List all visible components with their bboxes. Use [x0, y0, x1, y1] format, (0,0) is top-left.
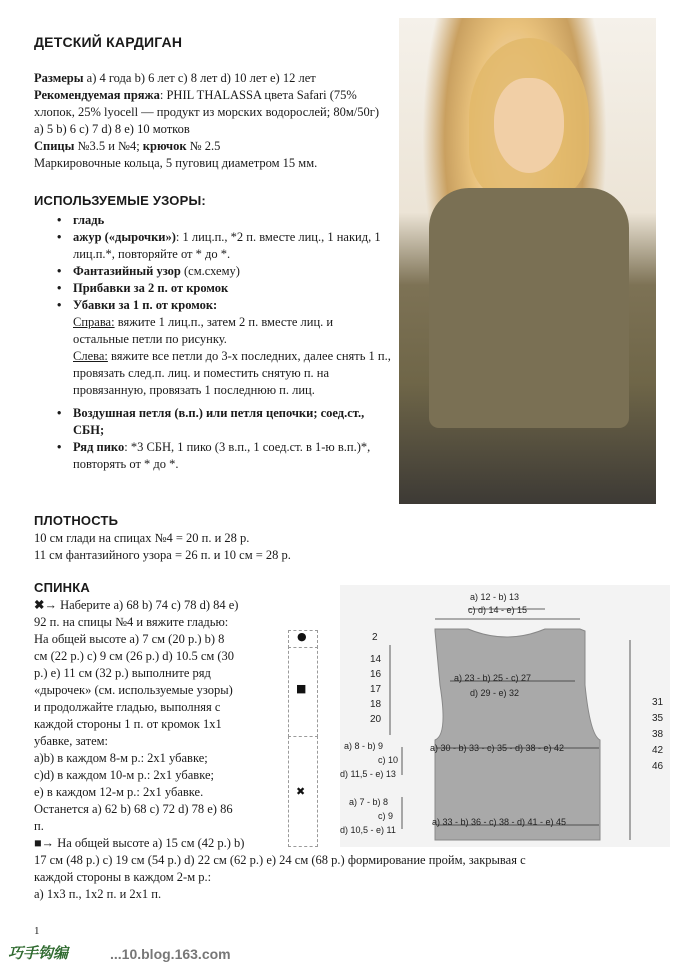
- cross-arrow-icon: ✖→: [34, 598, 57, 612]
- diagram-label-side2a: а) 7 - b) 8: [349, 797, 389, 807]
- diagram-label-left: 20: [370, 714, 382, 725]
- square-icon: ■: [296, 682, 307, 695]
- diagram-label-left-top: 2: [372, 632, 378, 643]
- diagram-label-width1: а) 30 - b) 33 - с) 35 - d) 38 - е) 42: [430, 743, 565, 753]
- diagram-label-side1b: с) 10: [378, 755, 399, 765]
- diagram-label-mid2: d) 29 - е) 32: [470, 688, 520, 698]
- site-url: ...10.blog.163.com: [110, 946, 231, 962]
- photo-face: [494, 78, 564, 173]
- pattern-item: • ажур («дырочки»): 1 лиц.п., *2 п. вместе лиц., 1 накид, 1 лиц.п.*, повторяйте от * до *.: [73, 229, 391, 263]
- pattern-item: • Фантазийный узор (см.схему): [73, 263, 391, 280]
- diagram-label-side2b: с) 9: [378, 811, 394, 821]
- diagram-label-left: 17: [370, 684, 382, 695]
- pattern-item: • Воздушная петля (в.п.) или петля цепочки; соед.ст., СБН;: [73, 405, 391, 439]
- cardigan-photo: [399, 18, 656, 504]
- page-number: 1: [34, 925, 40, 937]
- diagram-label-right: 46: [652, 761, 664, 772]
- back-continuation: 17 см (48 р.) с) 19 см (54 р.) d) 22 см (62 р.) е) 24 см (68 р.) формирование пройм, закрывая с каждой стороны в каждом 2-м р.: а) 1х3 п., 1х2 п. и 2х1 п.: [34, 853, 526, 901]
- markers-line: Маркировочные кольца, 5 пуговиц диаметром 15 мм.: [34, 156, 318, 170]
- cross-icon: ✖: [296, 785, 306, 798]
- pattern-item: • Прибавки за 2 п. от кромок: [73, 280, 391, 297]
- photo-sweater: [429, 188, 629, 428]
- diagram-label-left: 16: [370, 669, 382, 680]
- pattern-item: • Ряд пико: *3 СБН, 1 пико (3 в.п., 1 соед.ст. в 1-ю в.п.)*, повторять от * до *.: [73, 439, 391, 473]
- diagram-label-side1a: а) 8 - b) 9: [344, 741, 384, 751]
- decrease-right: Справа: вяжите 1 лиц.п., затем 2 п. вместе лиц. и остальные петли по рисунку.: [73, 315, 334, 346]
- density-line: 10 см глади на спицах №4 = 20 п. и 28 р.: [34, 531, 250, 545]
- back-piece-shape: [435, 629, 600, 840]
- diagram-label-side2c: d) 10,5 - е) 11: [340, 825, 396, 835]
- back-heading: СПИНКА: [34, 580, 90, 595]
- diagram-label-top2: с) d) 14 - е) 15: [468, 605, 528, 615]
- square-arrow-icon: ■→: [34, 836, 55, 850]
- diagram-label-right: 31: [652, 697, 664, 708]
- diagram-label-left: 14: [370, 654, 382, 665]
- diagram-label-mid1: а) 23 - b) 25 - с) 27: [454, 673, 532, 683]
- sizes-line: Размеры а) 4 года b) 6 лет с) 8 лет d) 10 лет е) 12 лет: [34, 71, 316, 85]
- diagram-label-top1: а) 12 - b) 13: [470, 592, 520, 602]
- yarn-line: Рекомендуемая пряжа: PHIL THALASSA цвета Safari (75% хлопок, 25% lyocell — продукт из морских водорослей; 80м/50г) а) 5 b) 6 с) 7 d) 8 е) 10 мотков: [34, 88, 380, 136]
- pattern-item: • гладь: [73, 212, 391, 229]
- back-instructions: ✖→ Наберите а) 68 b) 74 с) 78 d) 84 е) 92 п. на спицы №4 и вяжите гладью: На общей высоте а) 7 см (20 р.) b) 8 см (22 р.) с) 9 см (26 р.) d) 10.5 см (30 р.) е) 11 см (32 р.) выполните ряд «дырочек» (см. используемые узоры) и продолжайте гладью, выполняя с каждой стороны 1 п. от кромок 1х1 убавке, затем: а)b) в каждом 8-м р.: 2х1 убавке; с)d) в каждом 10-м р.: 2х1 убавке; е) в каждом 12-м р.: 2х1 убавке. Останется а) 62 b) 68 с) 72 d) 78 е) 86 п. ■→ На общей высоте а) 15 см (42 р.) b): [34, 598, 245, 850]
- diagram-label-right: 42: [652, 745, 664, 756]
- page-title: ДЕТСКИЙ КАРДИГАН: [34, 34, 183, 50]
- back-schematic: [340, 585, 670, 847]
- density-line: 11 см фантазийного узора = 26 п. и 10 см = 28 р.: [34, 548, 291, 562]
- pattern-item: • Убавки за 1 п. от кромок: Справа: вяжите 1 лиц.п., затем 2 п. вместе лиц. и остальные петли по рисунку. Слева: вяжите все петли до 3-х последних, далее снять 1 п., провязать след.п. лиц. и поместить снятую п. на провязанную, провязать 1 последнюю п. лиц.: [73, 297, 391, 399]
- diagram-label-right: 38: [652, 729, 664, 740]
- diagram-label-right: 35: [652, 713, 664, 724]
- patterns-list: [73, 212, 391, 473]
- diagram-label-left: 18: [370, 699, 382, 710]
- density-block: [34, 530, 291, 564]
- intro-block: [34, 70, 384, 172]
- needles-line: Спицы №3.5 и №4; крючок № 2.5: [34, 139, 221, 153]
- patterns-heading: ИСПОЛЬЗУЕМЫЕ УЗОРЫ:: [34, 193, 206, 208]
- decrease-left: Слева: вяжите все петли до 3-х последних, далее снять 1 п., провязать след.п. лиц. и поместить снятую п. на провязанную, провязать 1 последнюю п. лиц.: [73, 349, 391, 397]
- dot-icon: ●: [297, 630, 307, 643]
- site-logo: 巧手钩编: [8, 944, 69, 962]
- density-heading: ПЛОТНОСТЬ: [34, 513, 119, 528]
- diagram-label-side1c: d) 11,5 - е) 13: [340, 769, 396, 779]
- diagram-label-width2: а) 33 - b) 36 - с) 38 - d) 41 - е) 45: [432, 817, 567, 827]
